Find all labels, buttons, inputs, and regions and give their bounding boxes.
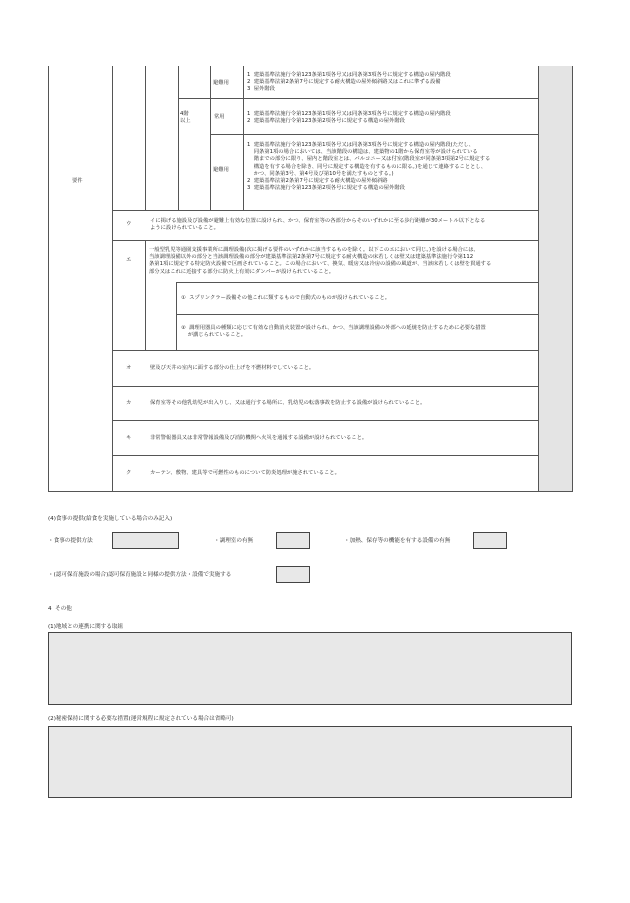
requirements-table — [48, 66, 572, 492]
ku-text: カーテン、敷物、建具等で可燃性のものについて防炎処理が施されていること。 — [150, 470, 340, 476]
local-heading: (1)地域との連携に関する取組 — [48, 624, 124, 630]
e2-text: ② 調理用器具の種類に応じて有効な自動消火装置が設けられ、かつ、当該調理設備の外部への延焼を防止するために必要な措置 が講じられていること。 — [181, 325, 486, 339]
kitchen-input[interactable] — [276, 532, 310, 549]
ki-label: キ — [126, 435, 132, 441]
ka-text: 保育室等その他乳幼児が出入りし、又は通行する場所に、乳幼児の転落事故を防止する設備が設けられていること。 — [150, 400, 426, 406]
hinan-label-2: 避難用 — [213, 167, 229, 173]
yoken-label: 要件 — [72, 178, 83, 184]
meal-method-input[interactable] — [112, 532, 179, 549]
secret-textarea[interactable] — [48, 726, 572, 798]
hinan-label-1: 避難用 — [213, 80, 229, 86]
kitchen-label: ・調理室の有無 — [214, 538, 254, 544]
u-text: イに掲げる施設及び設備が避難上有効な位置に設けられ、かつ、保育室等の各部分からそのいずれかに至る歩行距離が30メートル以下となる ように設けられていること。 — [150, 218, 486, 232]
heating-label: ・加熱、保存等の機能を有する設備の有無 — [344, 538, 451, 544]
joyo-label: 常用 — [214, 114, 225, 120]
e-label: エ — [126, 257, 132, 263]
ka-label: カ — [126, 400, 132, 406]
heating-input[interactable] — [473, 532, 507, 549]
row3-text: 1 建築基準法施行令第123条第1項各号又は同条第3項各号に規定する構造の屋内階段(ただし、 同条第1項の場合においては、当該階段の構造は、建築物の1階から保育室等が設けられている 階までの部分に限り、屋内と階段室とは、バルコニー又は付室(階段室が同条第3項第2号に規定する 構造を有する場合を除き、同号に規定する構造を有するものに限る。)を通じて連絡することとし、 かつ、同条第3号、第4号及び第10号を満たすものとする。) 2 建築基準法第2条第7号に規定する耐火構造の屋外傾斜路 3 建築基準法施行令第123条第2項各号に規定する構造の屋外階段 — [247, 142, 491, 192]
licensed-label: ・(認可保育施設の場合)認可保育施設と同様の提供方法・設備で実施する — [48, 572, 232, 578]
local-textarea[interactable] — [48, 632, 572, 705]
meal-method-label: ・食事の提供方法 — [48, 538, 93, 544]
row2-text: 1 建築基準法施行令第123条第1項各号又は同条第3項各号に規定する構造の屋内階段 2 建築基準法施行令第123条第2項各号に規定する構造の屋外階段 — [247, 111, 451, 125]
ku-label: ク — [126, 470, 132, 476]
secret-heading: (2)秘密保持に関する必要な措置(運営規程に規定されている場合は省略可) — [48, 716, 234, 722]
o-label: オ — [126, 365, 132, 371]
meal-heading: (4)食事の提供(給食を実施している場合のみ記入) — [48, 516, 173, 522]
e-text: 一般型乳児等通園支援事業所に調理設備(次に掲げる要件のいずれかに該当するものを除く。以下このエにおいて同じ。)を設ける場合には、 当該調理設備以外の部分と当該調理設備の部分が建築基準法第2条第7号に規定する耐火構造の床若しくは壁又は建築基準法施行令第112 条第1項に規定する特定防火設備で区画されていること。この場合において、換気、暖房又は冷房の設備の風道が、当該床若しくは壁を貫通する 部分又はこれに近接する部分に防火上有効にダンパーが設けられていること。 — [149, 247, 492, 275]
licensed-input[interactable] — [276, 566, 310, 583]
o-text: 壁及び天井の室内に面する部分の仕上げを不燃材料でしていること。 — [150, 365, 315, 371]
u-label: ウ — [126, 221, 132, 227]
check-column — [539, 66, 572, 491]
floor-4-label: 4階 以上 — [180, 111, 191, 125]
e1-text: ① スプリンクラー設備その他これに類するもので自動式のものが設けられていること。 — [181, 295, 391, 301]
other-heading: 4 その他 — [48, 606, 72, 612]
ki-text: 非常警報器具又は非常警報設備及び消防機関へ火災を通報する設備が設けられていること。 — [150, 435, 368, 441]
row1-text: 1 建築基準法施行令第123条第1項各号又は同条第3項各号に規定する構造の屋内階段 2 建築基準法第2条第7号に規定する耐火構造の屋外傾斜路又はこれに準ずる設備 3 屋外階段 — [247, 72, 451, 93]
